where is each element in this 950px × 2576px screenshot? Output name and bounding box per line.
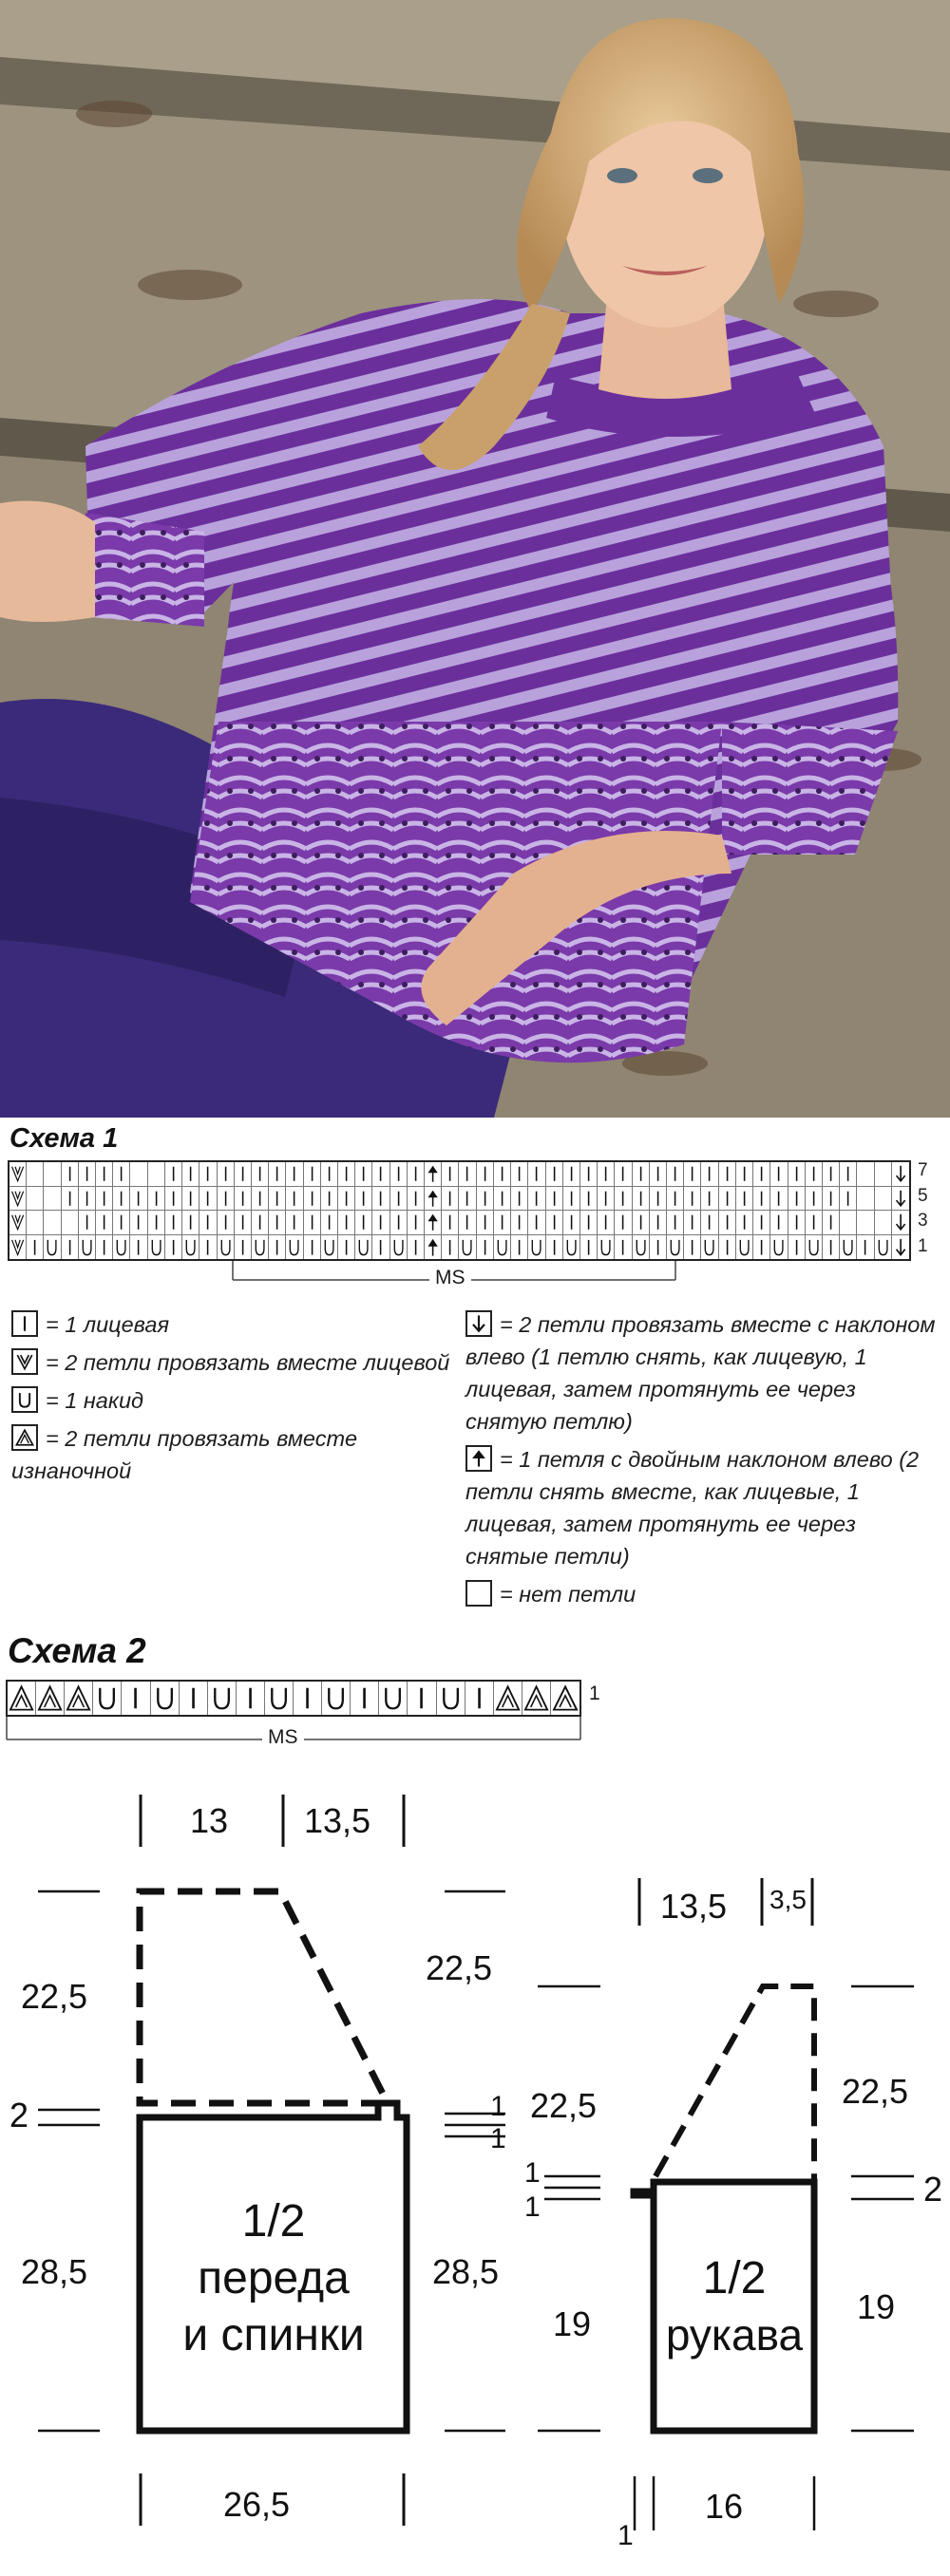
chart-cell [113, 1211, 130, 1235]
chart-cell [265, 1682, 294, 1715]
chart-cell [437, 1682, 466, 1715]
sleeve-step-right: 2 [923, 2170, 943, 2209]
chart-cell [788, 1187, 806, 1212]
chart-cell [442, 1211, 459, 1235]
chart-cell [286, 1187, 303, 1212]
chart-cell [650, 1162, 667, 1187]
scheme2-title: Схема 2 [8, 1631, 146, 1670]
sleeve-bottom-left: 1 [618, 2520, 634, 2551]
chart-cell [633, 1211, 650, 1235]
chart-cell [130, 1235, 147, 1260]
chart-cell [269, 1187, 286, 1212]
chart-cell [875, 1235, 892, 1260]
chart-cell [466, 1682, 494, 1715]
chart-cell [684, 1211, 701, 1235]
chart-cell [252, 1235, 269, 1260]
chart-cell [736, 1187, 753, 1212]
chart-cell [8, 1682, 36, 1715]
chart-cell [788, 1162, 806, 1187]
sleeve-step-left-2: 1 [524, 2191, 541, 2223]
chart-cell [459, 1235, 476, 1260]
chart-cell [425, 1187, 442, 1212]
chart-cell [633, 1235, 650, 1260]
chart-cell [148, 1235, 165, 1260]
chart-cell [477, 1162, 494, 1187]
chart-cell [62, 1187, 79, 1212]
body-lower-height-left: 28,5 [21, 2252, 88, 2291]
chart-cell [122, 1682, 150, 1715]
chart-cell [200, 1162, 217, 1187]
chart-cell [355, 1187, 372, 1212]
legend-k2tog: = 2 петли провязать вместе лицевой [11, 1346, 458, 1379]
chart-cell [753, 1162, 770, 1187]
chart-cell [477, 1235, 494, 1260]
chart-cell [551, 1682, 580, 1715]
chart-cell [633, 1187, 650, 1212]
chart-cell [580, 1211, 598, 1235]
body-step-left: 2 [10, 2096, 29, 2134]
chart-cell [79, 1235, 96, 1260]
scheme1-row-number: 1 [918, 1235, 928, 1256]
chart-cell [425, 1235, 442, 1260]
chart-cell [494, 1162, 511, 1187]
chart-cell [736, 1235, 753, 1260]
yo-icon [11, 1386, 38, 1413]
chart-cell [235, 1235, 252, 1260]
sleeve-top-width-left: 13,5 [660, 1887, 728, 1926]
chart-cell [93, 1682, 122, 1715]
chart-cell [840, 1187, 857, 1212]
chart-cell [719, 1162, 736, 1187]
chart-cell [701, 1211, 718, 1235]
chart-cell [10, 1235, 27, 1260]
sleeve-step-left-1: 1 [524, 2157, 541, 2189]
chart-cell [806, 1211, 823, 1235]
chart-cell [338, 1235, 355, 1260]
chart-cell [44, 1187, 61, 1212]
chart-cell [148, 1187, 165, 1212]
chart-cell [840, 1211, 857, 1235]
chart-cell [165, 1187, 182, 1212]
scheme2-repeat-bracket [6, 1717, 581, 1749]
chart-cell [355, 1235, 372, 1260]
body-bottom-width: 26,5 [223, 2485, 291, 2524]
chart-cell [235, 1187, 252, 1212]
body-label-line1: 1/2 [241, 2196, 306, 2247]
scheme1-title: Схема 1 [10, 1123, 119, 1154]
scheme2-chart [6, 1680, 581, 1717]
chart-cell [36, 1682, 65, 1715]
chart-cell [218, 1187, 235, 1212]
chart-cell [580, 1187, 598, 1212]
chart-cell [182, 1162, 200, 1187]
body-top-width-right: 13,5 [304, 1801, 371, 1840]
chart-cell [892, 1187, 909, 1212]
chart-cell [511, 1211, 528, 1235]
chart-cell [494, 1187, 511, 1212]
body-label-line2: переда [198, 2253, 350, 2303]
ssk-icon [466, 1310, 492, 1337]
scheme2-repeat-label: MS [262, 1726, 304, 1749]
chart-cell [875, 1211, 892, 1235]
chart-cell [684, 1235, 701, 1260]
chart-cell [719, 1211, 736, 1235]
chart-cell [650, 1211, 667, 1235]
chart-cell [840, 1235, 857, 1260]
chart-cell [736, 1162, 753, 1187]
scheme1-row-number: 3 [918, 1211, 928, 1231]
chart-cell [823, 1187, 840, 1212]
scheme1-repeat-bracket [232, 1261, 676, 1295]
chart-cell [148, 1162, 165, 1187]
sleeve-yoke-height-right: 22,5 [842, 2072, 909, 2111]
chart-cell [113, 1187, 130, 1212]
chart-cell [522, 1682, 551, 1715]
chart-cell [615, 1235, 632, 1260]
chart-cell [546, 1211, 563, 1235]
chart-cell [823, 1211, 840, 1235]
chart-cell [425, 1162, 442, 1187]
chart-cell [218, 1235, 235, 1260]
body-label-line3: и спинки [182, 2310, 365, 2360]
chart-cell [321, 1235, 338, 1260]
p2tog-icon [11, 1424, 38, 1451]
chart-cell [857, 1162, 874, 1187]
scheme2-row-number: 1 [589, 1683, 600, 1704]
chart-cell [237, 1682, 265, 1715]
chart-cell [235, 1162, 252, 1187]
chart-cell [65, 1682, 93, 1715]
chart-cell [130, 1211, 147, 1235]
chart-cell [27, 1235, 44, 1260]
chart-cell [27, 1187, 44, 1212]
k2tog-icon [11, 1348, 38, 1375]
chart-cell [546, 1162, 563, 1187]
chart-cell [79, 1211, 96, 1235]
chart-cell [477, 1187, 494, 1212]
chart-cell [459, 1162, 476, 1187]
chart-cell [857, 1235, 874, 1260]
garment-schematic [0, 1766, 950, 2573]
chart-cell [528, 1162, 545, 1187]
chart-cell [408, 1162, 425, 1187]
chart-cell [494, 1235, 511, 1260]
chart-cell [286, 1162, 303, 1187]
chart-cell [459, 1211, 476, 1235]
chart-cell [892, 1211, 909, 1235]
chart-cell [269, 1162, 286, 1187]
chart-cell [390, 1162, 408, 1187]
chart-cell [892, 1235, 909, 1260]
chart-cell [788, 1235, 806, 1260]
chart-cell [753, 1187, 770, 1212]
chart-cell [148, 1211, 165, 1235]
chart-cell [165, 1162, 182, 1187]
chart-cell [546, 1187, 563, 1212]
body-step-right-2: 1 [490, 2123, 506, 2154]
chart-cell [321, 1211, 338, 1235]
chart-cell [113, 1235, 130, 1260]
chart-cell [96, 1162, 113, 1187]
chart-cell [753, 1211, 770, 1235]
chart-cell [27, 1211, 44, 1235]
legend-no-stitch: = нет петли [466, 1578, 940, 1610]
chart-cell [459, 1187, 476, 1212]
chart-cell [598, 1211, 615, 1235]
sleeve-label-line2: рукава [665, 2310, 804, 2360]
chart-cell [44, 1211, 61, 1235]
body-yoke-height-left: 22,5 [21, 1977, 88, 2016]
chart-cell [372, 1235, 390, 1260]
chart-cell [770, 1211, 788, 1235]
chart-cell [667, 1211, 684, 1235]
chart-cell [165, 1211, 182, 1235]
chart-cell [252, 1187, 269, 1212]
chart-cell [650, 1187, 667, 1212]
chart-cell [269, 1211, 286, 1235]
chart-cell [355, 1162, 372, 1187]
chart-cell [719, 1235, 736, 1260]
scheme1-row-numbers [918, 1158, 946, 1259]
chart-cell [580, 1235, 598, 1260]
chart-cell [857, 1187, 874, 1212]
chart-cell [79, 1187, 96, 1212]
chart-cell [351, 1682, 379, 1715]
legend-cdd: = 1 петля с двойным наклоном влево (2 петли снять вместе, как лицевые, 1 лицевая, затем протянуть ее через снятые петли) [466, 1447, 920, 1569]
body-step-right-1: 1 [490, 2091, 506, 2122]
chart-cell [788, 1211, 806, 1235]
chart-cell [615, 1162, 632, 1187]
chart-cell [62, 1235, 79, 1260]
legend-right-column [466, 1308, 940, 1610]
chart-cell [442, 1235, 459, 1260]
chart-cell [701, 1187, 718, 1212]
legend-knit: = 1 лицевая [11, 1308, 458, 1341]
chart-cell [528, 1187, 545, 1212]
chart-cell [563, 1235, 580, 1260]
chart-cell [390, 1211, 408, 1235]
chart-cell [511, 1162, 528, 1187]
chart-cell [286, 1211, 303, 1235]
chart-cell [96, 1235, 113, 1260]
chart-cell [563, 1187, 580, 1212]
chart-cell [372, 1187, 390, 1212]
chart-cell [840, 1162, 857, 1187]
body-lower-height-right: 28,5 [432, 2252, 500, 2291]
chart-cell [598, 1162, 615, 1187]
chart-cell [408, 1682, 436, 1715]
chart-cell [62, 1162, 79, 1187]
sleeve-top-width-right: 3,5 [770, 1885, 807, 1914]
body-top-width-left: 13 [190, 1801, 229, 1840]
chart-cell [304, 1187, 321, 1212]
chart-cell [372, 1211, 390, 1235]
chart-cell [806, 1187, 823, 1212]
chart-cell [208, 1682, 237, 1715]
chart-cell [875, 1187, 892, 1212]
chart-cell [892, 1162, 909, 1187]
chart-cell [806, 1235, 823, 1260]
legend-p2tog: = 2 петли провязать вместе изнаночной [11, 1426, 358, 1483]
chart-cell [719, 1187, 736, 1212]
sleeve-label-line1: 1/2 [702, 2253, 767, 2303]
chart-cell [235, 1211, 252, 1235]
chart-cell [113, 1162, 130, 1187]
chart-cell [494, 1682, 522, 1715]
model-photo-image [0, 0, 950, 1118]
chart-cell [218, 1211, 235, 1235]
body-yoke-height-right: 22,5 [426, 1948, 493, 1987]
chart-cell [79, 1162, 96, 1187]
chart-cell [580, 1162, 598, 1187]
chart-cell [338, 1211, 355, 1235]
chart-cell [182, 1187, 200, 1212]
chart-cell [355, 1211, 372, 1235]
chart-cell [684, 1162, 701, 1187]
chart-cell [200, 1235, 217, 1260]
chart-cell [528, 1235, 545, 1260]
chart-cell [736, 1211, 753, 1235]
chart-cell [494, 1211, 511, 1235]
chart-cell [151, 1682, 180, 1715]
chart-cell [598, 1235, 615, 1260]
chart-cell [338, 1162, 355, 1187]
scheme1-row-number: 5 [918, 1185, 928, 1206]
legend-yo: = 1 накид [11, 1384, 458, 1417]
chart-cell [44, 1162, 61, 1187]
chart-cell [10, 1162, 27, 1187]
chart-cell [875, 1162, 892, 1187]
chart-cell [770, 1187, 788, 1212]
legend-ssk: = 2 петли провязать вместе с наклоном влево (1 петлю снять, как лицевую, 1 лицевая, затем протянуть ее через снятую петлю) [466, 1312, 936, 1434]
chart-cell [304, 1162, 321, 1187]
chart-cell [511, 1187, 528, 1212]
chart-cell [633, 1162, 650, 1187]
scheme1-row-number: 7 [918, 1160, 928, 1180]
chart-cell [667, 1187, 684, 1212]
chart-cell [322, 1682, 351, 1715]
chart-cell [442, 1187, 459, 1212]
chart-cell [701, 1235, 718, 1260]
no-stitch-icon [466, 1580, 492, 1607]
chart-cell [321, 1187, 338, 1212]
chart-cell [390, 1187, 408, 1212]
sleeve-bottom-width: 16 [705, 2487, 744, 2526]
chart-cell [528, 1211, 545, 1235]
knit-icon [11, 1310, 38, 1337]
chart-cell [200, 1211, 217, 1235]
chart-cell [546, 1235, 563, 1260]
chart-cell [598, 1187, 615, 1212]
chart-cell [408, 1235, 425, 1260]
chart-cell [477, 1211, 494, 1235]
chart-cell [684, 1187, 701, 1212]
chart-cell [269, 1235, 286, 1260]
scheme1-chart [8, 1160, 911, 1261]
chart-cell [408, 1211, 425, 1235]
chart-cell [372, 1162, 390, 1187]
chart-cell [304, 1235, 321, 1260]
chart-cell [701, 1162, 718, 1187]
chart-cell [10, 1187, 27, 1212]
chart-cell [96, 1187, 113, 1212]
chart-cell [650, 1235, 667, 1260]
chart-cell [180, 1682, 208, 1715]
chart-cell [44, 1235, 61, 1260]
chart-cell [753, 1235, 770, 1260]
chart-cell [286, 1235, 303, 1260]
chart-cell [563, 1211, 580, 1235]
chart-cell [857, 1211, 874, 1235]
chart-cell [563, 1162, 580, 1187]
chart-cell [165, 1235, 182, 1260]
chart-cell [379, 1682, 408, 1715]
chart-cell [615, 1211, 632, 1235]
chart-cell [96, 1211, 113, 1235]
chart-cell [338, 1187, 355, 1212]
chart-cell [294, 1682, 322, 1715]
chart-cell [130, 1187, 147, 1212]
chart-cell [252, 1162, 269, 1187]
sleeve-lower-height-left: 19 [553, 2304, 592, 2343]
chart-cell [200, 1187, 217, 1212]
chart-cell [390, 1235, 408, 1260]
chart-cell [442, 1162, 459, 1187]
cdd-icon [466, 1445, 492, 1472]
chart-cell [27, 1162, 44, 1187]
chart-cell [218, 1162, 235, 1187]
chart-cell [130, 1162, 147, 1187]
chart-cell [770, 1162, 788, 1187]
chart-cell [823, 1235, 840, 1260]
sleeve-yoke-height-left: 22,5 [530, 2086, 598, 2125]
chart-cell [615, 1187, 632, 1212]
chart-cell [10, 1211, 27, 1235]
chart-cell [770, 1235, 788, 1260]
chart-cell [304, 1211, 321, 1235]
chart-cell [425, 1211, 442, 1235]
chart-cell [667, 1235, 684, 1260]
legend-left-column [11, 1308, 458, 1487]
chart-cell [182, 1235, 200, 1260]
chart-cell [823, 1162, 840, 1187]
chart-cell [182, 1211, 200, 1235]
chart-cell [408, 1187, 425, 1212]
chart-cell [62, 1211, 79, 1235]
scheme1-repeat-label: MS [429, 1267, 471, 1289]
chart-cell [667, 1162, 684, 1187]
chart-cell [321, 1162, 338, 1187]
chart-cell [252, 1211, 269, 1235]
chart-cell [806, 1162, 823, 1187]
chart-cell [511, 1235, 528, 1260]
model-photo [0, 0, 950, 1118]
sleeve-lower-height-right: 19 [857, 2287, 896, 2326]
